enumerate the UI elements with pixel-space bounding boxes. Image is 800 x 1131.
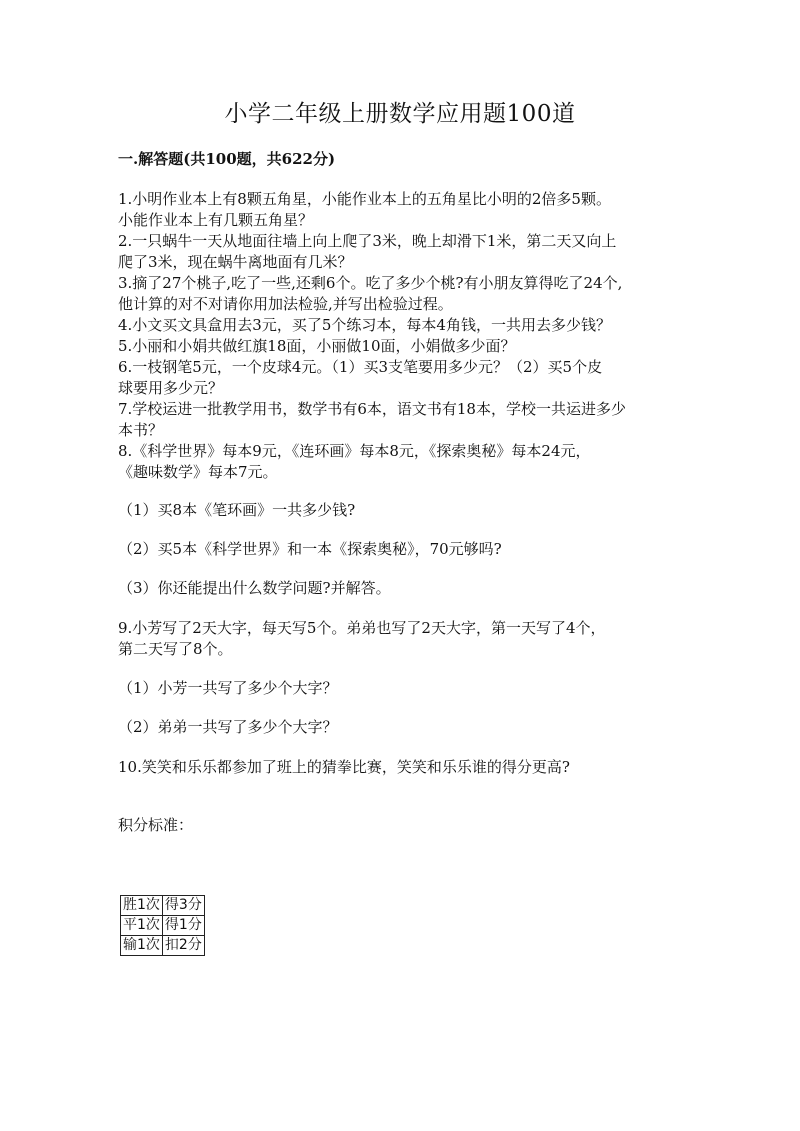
table-cell: 扣2分: [162, 936, 204, 956]
question-line: 1.小明作业本上有8颗五角星，小能作业本上的五角星比小明的2倍多5颗。: [118, 190, 611, 208]
scoring-label: 积分标准：: [118, 816, 194, 834]
question-line: 球要用多少元？: [118, 379, 224, 397]
sub-question-line: （1）买8本《笔环画》一共多少钱?: [118, 501, 356, 519]
score-table: [120, 895, 205, 956]
question-line: 4.小文买文具盒用去3元，买了5个练习本，每本4角钱，一共用去多少钱？: [118, 316, 611, 334]
sub-question-line: （2）买5本《科学世界》和一本《探索奥秘》，70元够吗?: [118, 540, 502, 558]
table-row: [121, 916, 205, 936]
table-row: [121, 896, 205, 916]
table-cell: 平1次: [121, 916, 163, 936]
page-title: 小学二年级上册数学应用题100道: [224, 101, 576, 127]
table-cell: 得1分: [162, 916, 204, 936]
question-line: 爬了3米，现在蜗牛离地面有几米？: [118, 253, 353, 271]
question-line: 9.小芳写了2天大字，每天写5个。弟弟也写了2天大字，第一天写了4个，: [118, 619, 606, 637]
sub-question-line: （2）弟弟一共写了多少个大字？: [118, 718, 338, 736]
question-line: 小能作业本上有几颗五角星？: [118, 211, 314, 229]
question-line: 6.一枝钢笔5元，一个皮球4元。（1）买3支笔要用多少元？（2）买5个皮: [118, 358, 603, 376]
question-line: 本书？: [118, 421, 164, 439]
question-line: 《趣味数学》每本7元。: [118, 463, 278, 481]
question-line: 他计算的对不对请你用加法检验,并写出检验过程。: [118, 295, 453, 313]
question-line: 10.笑笑和乐乐都参加了班上的猜拳比赛，笑笑和乐乐谁的得分更高?: [118, 758, 570, 776]
table-cell: 胜1次: [121, 896, 163, 916]
table-row: [121, 936, 205, 956]
question-line: 3.摘了27个桃子,吃了一些,还剩6个。吃了多少个桃?有小朋友算得吃了24个,: [118, 274, 623, 292]
section-heading: 一.解答题(共100题，共622分): [118, 150, 336, 168]
table-cell: 输1次: [121, 936, 163, 956]
question-line: 7.学校运进一批教学用书，数学书有6本，语文书有18本，学校一共运进多少: [118, 400, 626, 418]
question-line: 第二天写了8个。: [118, 640, 233, 658]
question-line: 8.《科学世界》每本9元，《连环画》每本8元，《探索奥秘》每本24元，: [118, 442, 591, 460]
table-cell: 得3分: [162, 896, 204, 916]
question-line: 2.一只蜗牛一天从地面往墙上向上爬了3米，晚上却滑下1米，第二天又向上: [118, 232, 617, 250]
sub-question-line: （1）小芳一共写了多少个大字？: [118, 679, 338, 697]
sub-question-line: （3）你还能提出什么数学问题?并解答。: [118, 579, 391, 597]
question-line: 5.小丽和小娟共做红旗18面，小丽做10面，小娟做多少面？: [118, 337, 516, 355]
